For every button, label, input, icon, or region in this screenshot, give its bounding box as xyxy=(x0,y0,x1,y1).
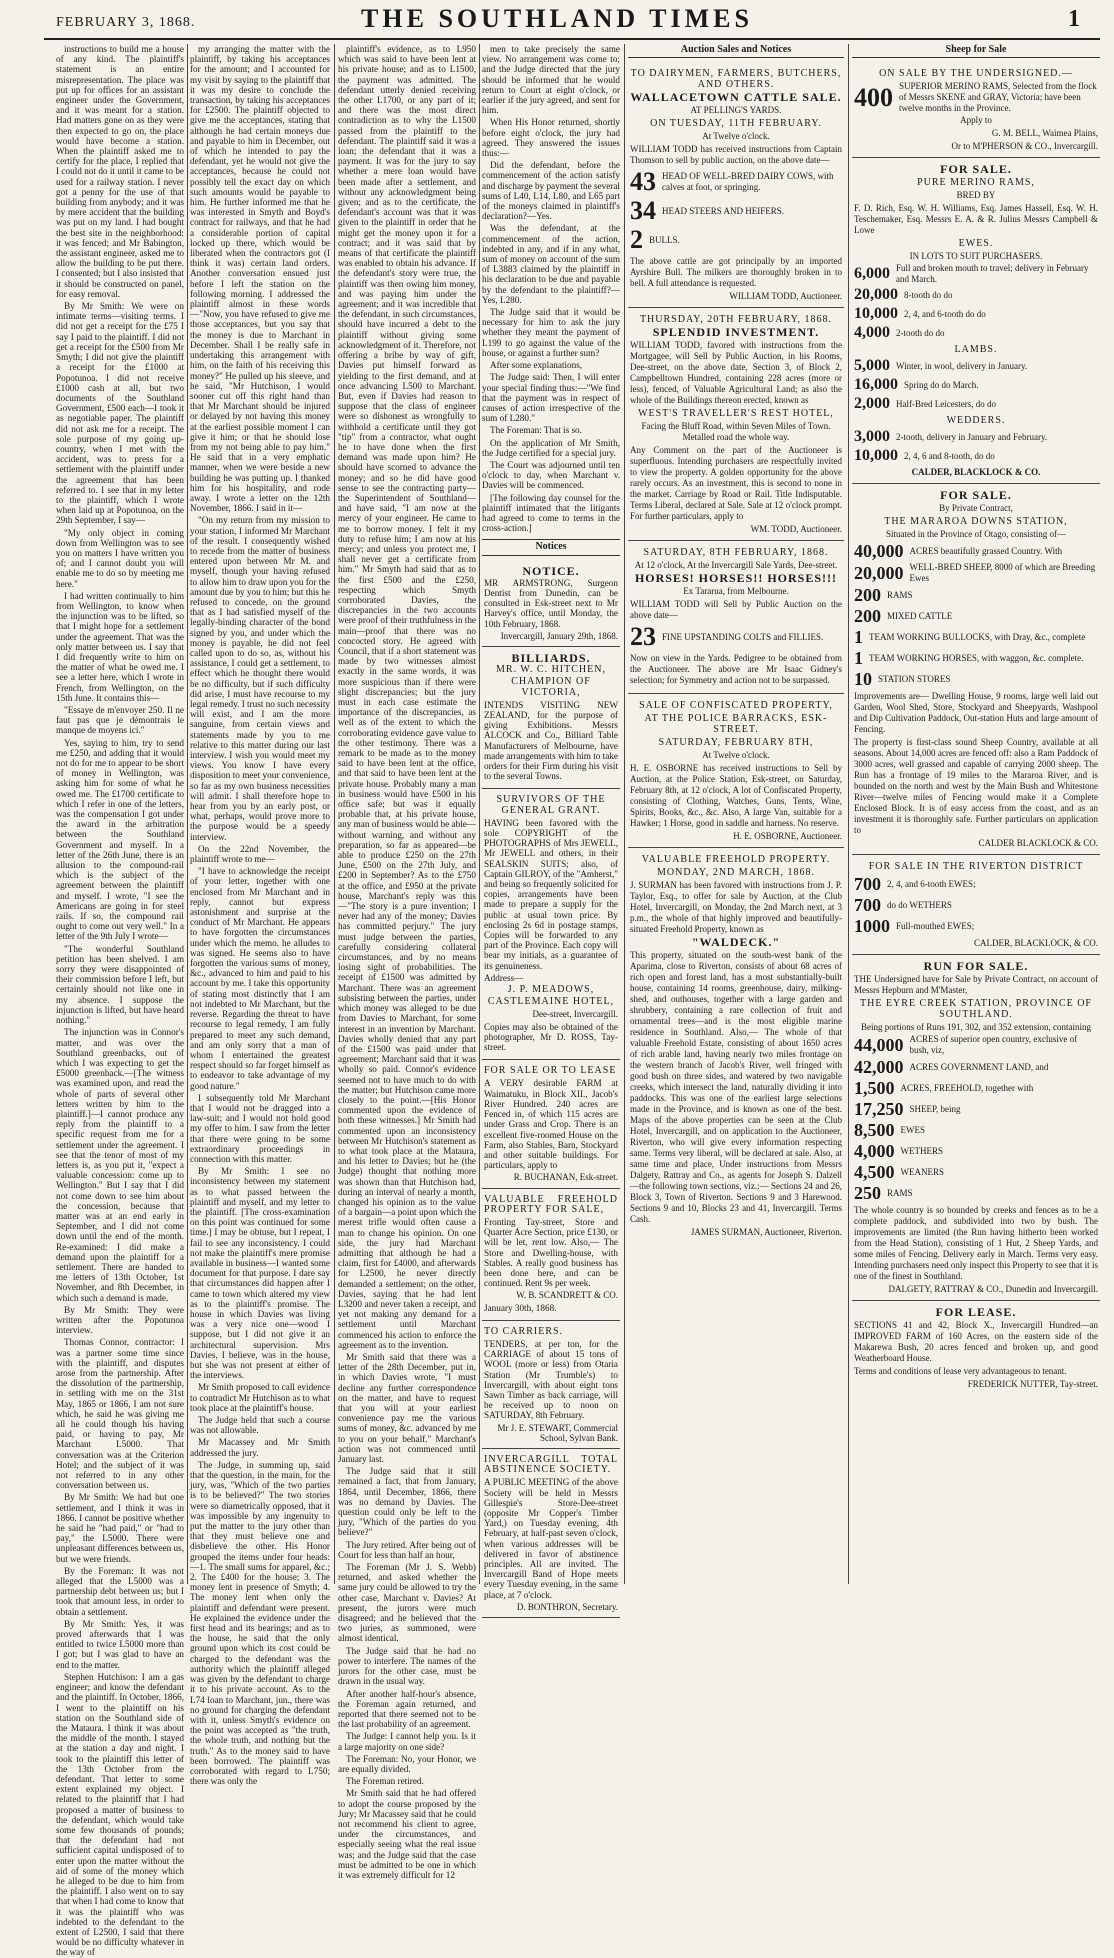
lot-row xyxy=(854,305,1098,323)
ad6-terms: Terms and conditions of lease very advantageous to tenant. xyxy=(854,1366,1067,1376)
cattle-time: At Twelve o'clock. xyxy=(702,131,770,141)
lot-number: 8,500 xyxy=(854,1120,895,1140)
lot-row xyxy=(854,916,1098,936)
report-paragraph: I had written continually to him from Wellington, to know when the injunction was to be lifted, so that I might hope for a settlement under the agreement. That was the only matter between us. I say that I did frequently write to him on the matter of what he owed me. I see a letter here, which I wrote in French, from Wellington, on the 15th June. It contains this— xyxy=(56,590,184,703)
lot-text: RAMS xyxy=(887,1187,913,1198)
cattle-date: ON TUESDAY, 11TH FEBRUARY. xyxy=(650,118,822,129)
lot-number: 5,000 xyxy=(854,357,890,374)
ad6-body: SECTIONS 41 and 42, Block X., Invercargill Hundred—an IMPROVED FARM of 160 Acres, on the eastern side of the Makarewa Bush, 20 acres fenced and broken up, and good Weatherboard House. xyxy=(854,1320,1098,1363)
report-paragraph: my arranging the matter with the plaintiff, by taking his acceptances for the amount; and I accounted for my visit by saying to the plaintiff that it was my desire to conclude the transaction, by taking his acceptances for £2500. The plaintiff objected to give me the acceptances, stating that although he had certain moneys due and payable to him in December, out of which he intended to pay the defendant, yet he would not give the acceptances, because he could not possibly tell the exact day on which such amounts would be payable to him. He further informed me that he was interested in Smyth and Boyd's contract for railways, and that he had a considerable portion of capital locked up there, which would be liberated when the contractors got (I think it was) certain land orders. Another conversation ensued just before I left the station on the following morning. I addressed the plaintiff almost in these words—"Now, you have refused to give me those acceptances, but you say that the money is due to Marchant in December. Shall I be really safe in undertaking this arrangement with him, on the faith of his receiving this money?" He pulled up his sleeve, and he said, "Mr Hutchison, I would sooner cut off this right hand than that Mr Marchant should be injured or delayed by not having this money at the earliest possible moment I can give it him; or that he should lose from my not being able to pay him." He said that in a very emphatic manner, when we were beside a new building he was putting up. I thanked him for his hospitality, and rode away. I wrote a letter on the 12th November, 1866. I said in it— xyxy=(190,44,330,514)
lot-text: Full-mouthed EWES; xyxy=(896,920,975,931)
cattle-title: WALLACETOWN CATTLE SALE. xyxy=(630,90,842,104)
lot-row xyxy=(854,585,1098,605)
cattle-note: The above cattle are got principally by an imported Ayrshire Bull. The milkers are thoroughly broken in to bell. A full attendance is requested. xyxy=(630,256,842,288)
lot-number: 1,500 xyxy=(854,1078,895,1098)
report-paragraph: By Mr Smith: We had but one settlement, and I think it was in 1866. I cannot be positive whether he said he "had paid," or "had to pay," the L5000. There were unpleasant differences between us, but we were friends. xyxy=(56,1492,184,1564)
court-report-column-2 xyxy=(190,44,330,1787)
column-rule xyxy=(848,44,849,1584)
lot-row xyxy=(854,395,1098,413)
lot-number: 200 xyxy=(854,585,881,605)
lot-number: 20,000 xyxy=(854,286,898,303)
column-rule xyxy=(187,44,188,1584)
eyre-creek-ad xyxy=(852,955,1100,1301)
report-paragraph: The Foreman retired. xyxy=(346,1776,424,1787)
lot-text: RAMS xyxy=(887,589,913,600)
ad1-apply: Apply to xyxy=(960,115,992,125)
report-paragraph: The Foreman: No, your Honor, we are equally divided. xyxy=(338,1753,476,1774)
report-paragraph: When His Honor returned, shortly before eight o'clock, the jury had agreed. They answered the issues thus:— xyxy=(482,117,620,159)
lot-row xyxy=(854,1078,1098,1098)
report-paragraph: Mr Smith proposed to call evidence to contradict Mr Hutchison as to what took place at the plaintiff's house. xyxy=(190,1382,330,1413)
report-paragraph: instructions to build me a house of any kind. The plaintiff's statement is an entire misrepresentation. The place was put up for offices for an assistant engineer under the Government, and it was meant for a station. Had matters gone on as they were then expected to go on, the place would have become a station. When the plaintiff asked me to certify for the place, I replied that I could not do it until it came to be used for a railway station. I never got a penny for the use of that building from anybody; and it was by mere accident that the building was put on my land. I had bought the best site in the neighborhood: it was fenced; and Mr Babington, the assistant engineer, asked me to allow the building to be put there. I consented; but I also insisted that it should be constructed on panel, for easy removal. xyxy=(56,44,184,299)
lot-text: TEAM WORKING HORSES, with waggon, &c. complete. xyxy=(869,652,1084,663)
lot-row xyxy=(854,874,1098,894)
ad6-title: FOR LEASE. xyxy=(935,1305,1017,1319)
dentist-notice xyxy=(482,560,620,647)
column-rule xyxy=(334,44,335,1584)
lot-number: 3,000 xyxy=(854,428,890,445)
report-paragraph: "I have to acknowledge the receipt of your letter, together with one enclosed from Mr Marchant and in reply, cannot but express astonishment and surprise at the conduct of Mr Marchant. He appears to have forgotten the circumstances under which the memo. he alludes to was signed. He seems also to have forgotten the various sums of money, &c., advanced to him and paid to his account by me. I take this opportunity of stating most distinctly that I am not indebted to Mr Marchant, but the reverse. Regarding the threat to have recourse to legal remedy, I am fully prepared to meet any such demand, and am only sorry that a man of whom I entertained the greatest respect should so far forget himself as to endeavor to take advantage of my good nature." xyxy=(190,866,330,1091)
lot-number: 4,000 xyxy=(854,1141,895,1161)
lot-row xyxy=(854,1057,1098,1077)
confiscated-time: At Twelve o'clock. xyxy=(702,750,770,760)
auctions-header: Auction Sales and Notices xyxy=(628,44,844,58)
ad1-signature-1: G. M. BELL, Waimea Plains, xyxy=(991,128,1098,138)
lot-number: 6,000 xyxy=(854,265,890,282)
freehold-title: VALUABLE FREEHOLD PROPERTY FOR SALE, xyxy=(484,1193,618,1215)
lot-number: 2 xyxy=(630,225,643,254)
survivors-title: SURVIVORS OF THE GENERAL GRANT. xyxy=(496,794,606,816)
report-paragraph: After another half-hour's absence, the Foreman again returned, and reported that there seemed not to be the last probability of an agreement. xyxy=(338,1688,476,1730)
farm-body: A VERY desirable FARM at Waimatuku, in Block XII., Jacob's River Hundred. 240 acres are Fenced in, of which 115 acres are under Grass and Crop. There is an excellent five-roomed House on the Farm, also Stables, Barn, Stockyard and other suitable buildings. For particulars, apply to xyxy=(484,1078,618,1171)
abstinence-body: A PUBLIC MEETING of the above Society will be held in Messrs Gillespie's Store-Dee-street (opposite Mr Copper's Timber Yard,) on Tuesday evening, 4th February, at half-past seven o'clock, when various addresses will be delivered in favor of abstinence principles. All are invited. The Invercargill Band of Hope meets every Tuesday evening, in the same place, at 7 o'clock. xyxy=(484,1477,618,1600)
confiscated-place: AT THE POLICE BARRACKS, ESK-STREET. xyxy=(644,713,828,735)
report-paragraph: The injunction was in Connor's matter, and was over the Southland greenbacks, out of which I was expecting to get the £5000 greenback.—[The witness was examined upon, and read the whole of parts of several other letters written by him to the plaintiff.]—I cannot produce any reply from the plaintiff to a specific request from me for a settlement under the agreement. I see that the tenor of most of my letters is, as you put it, "expect a valuable concession: come up to Wellington." But I say that I did not come down to see him about the concession, because that matter was at an end early in September, and I did not come down until the end of the month. Re-examined: I did make a demand upon the plaintiff for a settlement. There are handed to me letters of 13th October, 1st November, and 8th December, in which such a demand is made. xyxy=(56,1027,184,1303)
ad3-title: FOR SALE. xyxy=(940,488,1012,502)
lot-number: 34 xyxy=(630,196,656,225)
horses-note: Now on view in the Yards. Pedigree to be obtained from the Auctioneer. The above are Mr Isaac Gidney's selection; for Symmetry and action not to be surpassed. xyxy=(630,653,842,685)
report-paragraph: Stephen Hutchison: I am a gas engineer; and know the defendant and the plaintiff. In October, 1866, I went to the plaintiff on his station on the Southland side of the Mataura. I think it was about the middle of the month. I stayed at the station a day and night. I took to the plaintiff this letter of the 13th October from the defendant. That letter to some extent explained my object. I related to the plaintiff that I had proposed a matter of business to the defendant, which would take some few thousands of pounds; that the defendant had not sufficient capital undisposed of to enter upon the matter without the aid of some of the money which he alleged to be due to him from the plaintiff. I also went on to say that when I had come to know that it was the plaintiff who was indebted to the defendant to the extent of L2500, I said that there would be no difficulty whatever in the way of xyxy=(56,1671,184,1958)
meadows-address: Dee-street, Invercargill. xyxy=(532,1009,618,1020)
masthead-rule xyxy=(44,38,1100,40)
ad4-title: FOR SALE IN THE RIVERTON DISTRICT xyxy=(868,861,1084,872)
report-paragraph: "The wonderful Southland petition has been shelved. I am sorry they were disappointed of their commission before I left, but certainly should not like one in my absence. I suppose the injunction is lifted, but have heard nothing." xyxy=(56,943,184,1026)
farm-ad xyxy=(482,1060,620,1188)
ad3-improvements: Improvements are— Dwelling House, 9 rooms, large well laid out Garden, Wool Shed, Store, Stockyard and Sheepyards, Washpool and Dip Cultivation Paddock, Out-station Huts and large amount of Fencing. xyxy=(854,691,1098,734)
lambs-title: LAMBS. xyxy=(954,344,998,355)
report-paragraph: The Judge said that it still remained a fact, that from January, 1864, until December, 1866, there was no demand by Davies. The question could only be left to the jury, "Which of the parties do you believe?" xyxy=(338,1466,476,1538)
horses-title: HORSES! HORSES!! HORSES!!! xyxy=(634,571,838,585)
lot-number: 2,000 xyxy=(854,395,890,412)
lot-text: Full and broken mouth to travel; delivery in February and March. xyxy=(896,263,1089,284)
lot-text: TEAM WORKING BULLOCKS, with Dray, &c., complete xyxy=(869,631,1086,642)
ewes-title: EWES. xyxy=(958,238,994,249)
report-paragraph: The Foreman: That is so. xyxy=(490,425,582,436)
riverton-sale-ad xyxy=(852,855,1100,955)
lot-row xyxy=(854,428,1098,446)
lot-number: 40,000 xyxy=(854,541,904,561)
report-paragraph: Mr Smith said that there was a letter of the 28th December, put in, in which Davies wrote, "I must decline any further correspondence on the matter, and have to request that you will at your earliest convenience pay me the various sums of money, &c. advanced by me to you on your behalf." Marchant's action was not commenced until January last. xyxy=(338,1352,476,1465)
report-paragraph: The Foreman (Mr J. S. Webb) returned, and asked whether the same jury could be allowed to try the other case, Marchant v. Davies? At present, the jurors were much disagreed; and he believed that the two juries, as summoned, were almost identical. xyxy=(338,1562,476,1644)
ad2-title: FOR SALE. xyxy=(940,162,1012,176)
lot-number: 250 xyxy=(854,1183,881,1203)
report-paragraph: On the application of Mr Smith, the Judge certified for a special jury. xyxy=(482,437,620,458)
report-paragraph: men to take precisely the same view. No arrangement was come to; and the Judge directed that the jury should be informed that he would return to Court at eight o'clock, or earlier if the jury agreed, and sent for him. xyxy=(482,44,620,116)
investment-title: SPLENDID INVESTMENT. xyxy=(652,325,820,339)
lot-text: WETHERS xyxy=(900,1145,943,1156)
ad6-signature: FREDERICK NUTTER, Tay-street. xyxy=(967,1379,1098,1389)
report-paragraph: The Judge said that he had no power to interfere. The names of the jurors for the other case, must be drawn in the usual way. xyxy=(338,1645,476,1687)
report-paragraph: plaintiff's evidence, as to L950 which was said to have been lent at his private house; and as to L1500, the payment was admitted. The defendant utterly denied receiving the other L1700, or any part of it; and there was the most direct contradiction as to why the L1500 passed from the plaintiff to the defendant. The plaintiff said it was a loan; the defendant that it was a payment. It was for the jury to say whether a mere loan would have been made after a settlement, and without any acknowledgment being given; and as to the certificate, the defendant's account was that it was given to the plaintiff in order that he might get the money upon it for a contract; and it was said that by means of that certificate the plaintiff was enabled to obtain his advance. If the defendant's story were true, the plaintiff was then owing him money, and was paying him under the agreement; and it was incredible that the defendant, in such circumstances, should have incurred a debt to the plaintiff without giving some acknowledgment of it. Therefore, not offering a bribe by way of gift, Davies put himself forward as yielding to the first demand, and at once advancing L500 to Marchant. But, even if Davies had reason to suppose that the class of engineer were so dishonest as wrongfully to withhold a certificate until they got "tip" from a contractor, what ought he to have done when the first demand was made upon him? He should have scorned to advance the money; and so he did have good sense to see the contracting party—the Superintendent of Southland—and have said, "I am now at the mercy of your engineer. He came to me to borrow money. I felt it my duty to refuse him; I am now at his mercy; and unless you protect me, I shall never get a certificate from him." Mr Smyth had said that as to the first £500 and the £250, respecting which Smyth corroborated Davies, the discrepancies in the two accounts were proof of their truthfulness in the main—proof that there was no concocted story. He agreed with Council, that if a short statement was made by two witnesses almost exactly in the same words, it was more suspicious than if there were slight discrepancies; but the jury must in each case estimate the importance of the discrepancies, as well as of the extent to which the corroborating evidence gave value to the other testimony. There was a remark to be made as to the money said to have been lent at the office, and that said to have been lent at the private house. Probably many a man in business would have £500 in his office safe; but was it equally probable that, at his private house, any man of business would be able—without warning, and without any preparation, so far as appeared—be able to produce £250 on the 27th June, £500 on the 27th July, and £200 in September? As to the £750 at the office, and £950 at the private house, Marchant's reply was this—"The story is a pure invention; I never had any of the money; Davies has committed perjury." The jury must judge between the parties, carefully considering collateral circumstances, and by no means losing sight of probabilities. The receipt of £1500 was admitted by Marchant. There was an agreement subsisting between the parties, under which money was alleged to be due from Davies to Marchant, for some interest in an invention by Marchant. Davies wholly denied that any part of the £1500 was paid under that agreement; Marchant said that it was wholly so paid. Connor's evidence seemed not to have much to do with the matter; but Hutchison came more closely to the point.—[His Honor commented upon the evidence of both these witnesses.] Mr Smith had commented upon an inconsistency between Mr Hutchison's statement as to what took place at the Mataura, and his letter to Davies; but he (the Judge) thought that nothing more was shown than that Hutchison had, during an interval of nearly a month, changed his opinion as to the value of a bargain—a point upon which the merest trifle would often cause a man to change his opinion. On one side, the jury had Marchant admitting that although he had a claim, first for £4000, and afterwards for L2500, he never directly demanded a settlement; on the other, Davies, saying that he had lent L3200 and never taken a receipt, and yet not making any demand for a settlement until Marchant commenced his action to enforce the agreement as to the invention. xyxy=(338,44,476,1350)
ad2-bred: BRED BY xyxy=(956,190,996,200)
lot-row xyxy=(854,606,1098,626)
column-rule xyxy=(624,44,625,1584)
lot-text: BULLS. xyxy=(649,234,680,245)
lot-row xyxy=(854,1099,1098,1119)
report-paragraph: The Judge, in summing up, said that the question, in the main, for the jury, was, "Which of the two parties is to be believed?" The two stories were so diametrically opposed, that it was impossible by any ingenuity to put the matter to the jury other than that they must believe one and disbelieve the other. His Honor grouped the items under four heads:—1. The small sums for apparel, &c.; 2. The £400 for the house; 3. The money lent in presence of Smyth; 4. The money lent when only the plaintiff and defendant were present. He explained the evidence under the first head and its bearings; and as to the house, he said that the only ground upon which its cost could be charged to the defendant was the authority which the plaintiff alleged was given by the defendant to charge it to his private account. As to the L74 loan to Marchant, jun., there was no ground for charging the defendant with it, unless Smyth's evidence on the point was accepted as "the truth, the whole truth, and nothing but the truth." As to the money said to have been borrowed. The plaintiff was corroborated with regard to L750; there was only the xyxy=(190,1459,330,1787)
report-paragraph: The Judge: I cannot help you. Is it a large majority on one side? xyxy=(338,1731,476,1752)
confiscated-date: SATURDAY, FEBRUARY 8TH, xyxy=(658,737,814,748)
sheep-header: Sheep for Sale xyxy=(852,44,1100,58)
ad4-signature: CALDER, BLACKLOCK, & CO. xyxy=(973,938,1098,948)
horses-time: At 12 o'clock, At the Invercargill Sale Yards, Dee-street. xyxy=(634,560,838,570)
ad3-station: THE MARAROA DOWNS STATION, xyxy=(884,516,1068,527)
lease-ad xyxy=(852,1301,1100,1395)
waldeck-title: VALUABLE FREEHOLD PROPERTY. xyxy=(641,854,831,865)
merino-rams-ad xyxy=(852,62,1100,158)
lot-number: 20,000 xyxy=(854,563,904,583)
newspaper-title: THE SOUTHLAND TIMES xyxy=(361,4,753,33)
waldeck-ad xyxy=(628,848,844,1243)
mararoa-station-ad xyxy=(852,484,1100,855)
lot-text: ACRES beautifully grassed Country. With xyxy=(909,545,1063,556)
confiscated-ad xyxy=(628,694,844,848)
lot-number: 400 xyxy=(854,82,893,112)
lot-row xyxy=(630,168,842,196)
report-paragraph: The Judge held that such a course was not allowable. xyxy=(190,1415,330,1436)
lot-text: Winter, in wool, delivery in January. xyxy=(896,360,1028,371)
lot-text: ACRES GOVERNMENT LAND, and xyxy=(909,1061,1049,1072)
report-paragraph: [The following day counsel for the plaintiff intimated that the litigants had agreed to come to terms in the cross-action.] xyxy=(482,492,620,534)
court-report-column-1 xyxy=(56,44,184,1958)
lot-text: WELL-BRED SHEEP, 8000 of which are Breeding Ewes xyxy=(909,562,1096,583)
notices-header: Notices xyxy=(482,539,620,555)
lot-text: SHEEP, being xyxy=(909,1103,961,1114)
lot-row xyxy=(854,324,1098,342)
horses-ad xyxy=(628,541,844,694)
investment-hotel: WEST'S TRAVELLER'S REST HOTEL, xyxy=(638,408,834,419)
meadows-name: J. P. MEADOWS, xyxy=(507,984,595,996)
carriers-title: TO CARRIERS. xyxy=(484,1325,564,1337)
lot-row xyxy=(854,1162,1098,1182)
ad5-note: The whole country is so bounded by creeks and fences as to be a complete paddock, and subdivided into two by bush. The improvements are limited (the Run having hitherto been worked from the Head Station), consisting of 1 Hut, 2 Sheep Yards, and some miles of Fencing. Delivery early in March. Terms very easy. Intending purchasers need only inspect this Property to see that it is one of the finest in Southland. xyxy=(854,1205,1098,1281)
lot-row xyxy=(854,648,1098,668)
report-and-notices-column xyxy=(482,44,620,1612)
ad5-body: THE Undersigned have for Sale by Private Contract, on account of Messrs Hepburn and M'Master, xyxy=(854,974,1098,995)
ad3-subtitle: By Private Contract, xyxy=(939,503,1013,513)
lot-number: 200 xyxy=(854,606,881,626)
waldeck-signature: JAMES SURMAN, Auctioneer, Riverton. xyxy=(690,1227,842,1237)
meadows-note: Copies may also be obtained of the photographer, Mr D. ROSS, Tay-street. xyxy=(484,1021,618,1053)
abstinence-title: INVERCARGILL TOTAL ABSTINENCE SOCIETY. xyxy=(484,1453,618,1476)
meadows-hotel: CASTLEMAINE HOTEL, xyxy=(487,996,615,1008)
report-paragraph: The Judge said: Then, I will enter your special finding thus:—"We find that the payment was in respect of causes of action irrespective of the sum of L280." xyxy=(482,372,620,424)
lot-text: FINE UPSTANDING COLTS and FILLIES. xyxy=(662,631,824,642)
lot-text: SUPERIOR MERINO RAMS, Selected from the flock of Messrs SKENE and GRAY, Victoria; have been twelve months in the Province. xyxy=(899,81,1097,113)
ad1-title: ON SALE BY THE UNDERSIGNED.— xyxy=(879,68,1073,79)
lot-text: 2, 4, 6 and 8-tooth, do do xyxy=(904,450,995,461)
report-paragraph: Yes, saying to him, try to send me £250, and adding that it would not do for me to appear to be short of money in Wellington, was asking him for some of what he owed me. The £1700 certificate to which I refer in one of the letters, was the compensation I got under the award in the arbitration between the Southland Government and myself. In a letter of the 26th June, there is an allusion to the compound-rail which is the subject of the agreement between the plaintiff and myself. I wrote, "I see the Americans are going in for steel rails. If so, the compound rail ought to come out very well." In a letter of the 9th July I wrote— xyxy=(56,737,184,942)
lot-row xyxy=(854,81,1098,114)
cattle-body: WILLIAM TODD has received instructions from Captain Thomson to sell by public auction, on the above date— xyxy=(630,144,842,165)
report-paragraph: By Mr Smith: We were on intimate terms—visiting terms. I did not get a receipt for the £75 I say I paid to the plaintiff. I did not get a receipt for the £500 from Mr Smyth; I did not give the plaintiff a receipt for the £1000 at Popotunoa. I did not receive £1000 cash at all, but two documents of the Southland Government, £500 each—I took it as negotiable paper. The plaintiff did not ask me for a receipt. The sole purpose of my going up-country, when I met with the accident, was to press for a settlement with the plaintiff under the agreement that has been referred to. I see that in my letter to the plaintiff, which I wrote when laid up at Popotunoa, on the 29th September, I say— xyxy=(56,301,184,526)
lot-number: 10 xyxy=(854,669,872,689)
lot-number: 4,000 xyxy=(854,324,890,341)
lot-text: HEAD STEERS AND HEIFERS. xyxy=(662,205,785,216)
ad2-signature: CALDER, BLACKLOCK & CO. xyxy=(911,467,1041,477)
report-paragraph: The Judge said that it would be necessary for him to ask the jury whether they meant the payment of L199 to go against the value of the house, or against a further sum? xyxy=(482,307,620,358)
ewes-subtitle: IN LOTS TO SUIT PURCHASERS. xyxy=(909,251,1043,261)
lot-text: WEANERS xyxy=(900,1166,944,1177)
report-paragraph: Was the defendant, at the commencement of the action, indebted in any, and if in any what, sum of money on account of the sum of L3883 claimed by the plaintiff in his declaration to be due and payable by the defendant to the plaintiff?—Yes, L280. xyxy=(482,223,620,305)
lot-text: Spring do do March. xyxy=(904,379,979,390)
investment-note: Any Comment on the part of the Auctioneer is superfluous. Intending purchasers are respectfully invited to view the property. A golden opportunity for the above rarely occurs. As an investment, this is second to none in the market. Carriage by Road or Rail. Title Indisputable. Terms Liberal, declared at Sale. Sale at 12 o'clock prompt. For further particulars, apply to xyxy=(630,445,842,521)
report-paragraph: Mr Macassey and Mr Smith addressed the jury. xyxy=(190,1437,330,1458)
lot-row xyxy=(854,541,1098,561)
lot-row xyxy=(854,447,1098,465)
lot-number: 1000 xyxy=(854,916,890,936)
lot-text: 8-tooth do do xyxy=(904,289,953,300)
lot-number: 10,000 xyxy=(854,305,898,322)
lot-row xyxy=(630,226,842,254)
carriers-ad xyxy=(482,1321,620,1449)
report-paragraph: The Jury retired. After being out of Court for less than half an hour, xyxy=(338,1539,476,1560)
report-paragraph: By Mr Smith: They were written after the Popotunoa interview. xyxy=(56,1304,184,1336)
billiards-ad xyxy=(482,647,620,789)
cattle-place: AT PELLING'S YARDS. xyxy=(690,105,782,115)
lot-row xyxy=(854,1034,1098,1056)
report-paragraph: By the Foreman: It was not alleged that the L5000 was a partnership debt between us; but I took that amount less, in order to obtain a settlement. xyxy=(56,1565,184,1617)
investment-date: THURSDAY, 20TH FEBRUARY, 1868. xyxy=(639,314,833,325)
lot-number: 1 xyxy=(854,648,863,668)
report-paragraph: By Mr Smith: I see no inconsistency between my statement as to what passed between the plaintiff and myself, and my letter to the plaintiff. [The cross-examination on this point was continued for some time.] I may be obtuse, but I repeat, I fail to see any inconsistency. I could not make the plaintiff's mere promise available in business—I wanted some document for that purpose. I dare say that circumstances did happen after I came to town which altered my view as to the plaintiff's promise. The house in which Davies was living was a very nice one—wood I suppose, but I did not give it an architectural supervision. Mrs Davies, I believe, was in the house, but she was not present at either of the interviews. xyxy=(190,1166,330,1381)
lot-row xyxy=(854,895,1098,915)
lot-row xyxy=(854,1141,1098,1161)
report-paragraph: Did the defendant, before the commencement of the action satisfy and discharge by payment the several sums of L40, L14, L80, and L65 part of the moneys claimed in plaintiff's declaration?—Yes. xyxy=(482,160,620,222)
ad5-runs: Being portions of Runs 191, 302, and 352 extension, containing xyxy=(861,1022,1091,1032)
masthead xyxy=(0,0,1114,40)
investment-signature: WM. TODD, Auctioneer. xyxy=(750,524,842,534)
lot-row xyxy=(854,1183,1098,1203)
lot-text: 2-tooth, delivery in January and February. xyxy=(896,431,1048,442)
lot-text: MIXED CATTLE xyxy=(887,610,953,621)
lot-row xyxy=(630,197,842,225)
lot-number: 17,250 xyxy=(854,1099,904,1119)
ad3-situated: Situated in the Province of Otago, consisting of— xyxy=(886,529,1066,539)
investment-ad xyxy=(628,308,844,541)
auction-sales-column xyxy=(628,44,844,1584)
lot-number: 10,000 xyxy=(854,447,898,464)
hitchen-title: MR. W. C. HITCHEN, xyxy=(496,664,606,676)
report-paragraph: By Mr Smith: Yes, it was proved afterwards that I was entitled to twice L5000 more than I got; but I was glad to have an end to the matter. xyxy=(56,1618,184,1670)
dairymen-title: TO DAIRYMEN, FARMERS, BUTCHERS, AND OTHERS. xyxy=(630,68,842,90)
sheep-for-sale-column xyxy=(852,44,1100,1584)
hitchen-body: INTENDS VISITING NEW ZEALAND, for the purpose of giving Exhibitions. Messrs ALCOCK and Co., Billiard Table Manufacturers of Melbourne, have made arrangements with him to take orders for their Firm during his visit to the several Towns. xyxy=(484,699,618,782)
pure-merino-ad xyxy=(852,158,1100,484)
cattle-sale-ad xyxy=(628,62,844,308)
waldeck-description: This property, situated on the south-west bank of the Aparima, close to Riverton, consists of about 68 acres of rich open and forest land, has a most substantially-built house, containing 14 rooms, greenhouse, dairy, milking-shed, and outhouses, together with a large garden and shrubbery, containing a rare collection of fruit and ornamental trees—and is the most eligible marine residence in Southland. Also,— The whole of that valuable Freehold Estate, consisting of about 1650 acres of rich arable land, having nearly two miles frontage on the western branch of Jacob's River, well fringed with good bush on three sides, and watered by two navigable creeks, which intersect the land, naturally dividing it into paddocks. This was one of the earliest large selections made in the Province, and is known as one of the best. Maps of the above properties can be seen at the Club Hotel, Invercargill, and on application to the Auctioneer, Riverton, who will give every information respecting same. Terms very liberal, will be declared at sale. Also, at same time and place, Under instructions from Messrs Dalgety, Rattray and Co., as agents for Joseph S. Dalzell—the following town sections, viz.:— Sections 24 and 26, Block 3, Town of Riverton. Sections 9 and 3 Harewood. Sections 9 and 10, Blocks 23 and 41, Invercargill. Terms Cash. xyxy=(630,950,842,1224)
confiscated-signature: H. E. OSBORNE, Auctioneer. xyxy=(733,831,842,841)
freehold-ad xyxy=(482,1189,620,1321)
ad2-breeders: F. D. Rich, Esq. W. H. Williams, Esq. James Hassell, Esq. W. H. Teschemaker, Esq. Messrs E. A. & R. Julius Messrs Campbell & Lowe xyxy=(854,203,1098,235)
freehold-signature: W. B. SCANDRETT & CO. xyxy=(516,1290,618,1301)
lot-number: 44,000 xyxy=(854,1035,904,1055)
carriers-signature: Mr J. E. STEWART, Commercial School, Sylvan Bank. xyxy=(497,1422,618,1443)
lot-row xyxy=(630,623,842,651)
lot-text: STATION STORES xyxy=(878,673,951,684)
horses-date: SATURDAY, 8TH FEBRUARY, 1868. xyxy=(643,547,829,558)
lot-text: EWES xyxy=(900,1124,925,1135)
report-paragraph: Thomas Connor, contractor: I was a partner some time since with the plaintiff, and disputes arose from the partnership. After the dissolution of the partnership, in settling with me on the 31st May, 1865 or 1866, I am not sure which, he said he was giving me all he could though his having paid, or having to pay, Mr Marchant L5000. That conversation was at the Criterion Hotel; and the subject of it was not referred to in any other conversation between us. xyxy=(56,1337,184,1491)
report-paragraph: "Essaye de m'envoyer 250. Il ne faut pas que je démontrais le manque de moyens ici." xyxy=(56,705,184,736)
report-paragraph: "My only object in coming down from Wellington was to see you on matters I have written you of; and I cannot doubt you will enable me to do so by meeting me here." xyxy=(56,527,184,589)
lot-text: 2, 4, and 6-tooth EWES; xyxy=(887,878,976,889)
billiards-title: BILLIARDS. xyxy=(511,650,591,665)
lot-row xyxy=(854,1120,1098,1140)
lot-number: 16,000 xyxy=(854,376,898,393)
report-paragraph: After some explanations, xyxy=(490,360,583,371)
farm-title: FOR SALE OR TO LEASE xyxy=(484,1065,617,1077)
report-paragraph: On the 22nd November, the plaintiff wrote to me— xyxy=(190,843,330,865)
report-paragraph: Mr Smith said that he had offered to adopt the course proposed by the Jury; Mr Macassey said that he could not recommend his client to agree, under the circumstances, and especially seeing what the real issue was; and the Judge said that the case must be admitted to be one in which it was extremely difficult for 12 xyxy=(338,1788,476,1880)
horses-body: WILLIAM TODD will Sell by Public Auction on the above date— xyxy=(630,599,842,620)
ad2-subtitle: PURE MERINO RAMS, xyxy=(917,177,1035,188)
ad1-signature-2: Or to M'PHERSON & CO., Invercargill. xyxy=(951,141,1098,151)
lot-text: HEAD OF WELL-BRED DAIRY COWS, with calves at foot, or springing. xyxy=(662,171,834,192)
investment-hotel-note: Facing the Bluff Road, within Seven Miles of Town. Metalled road the whole way. xyxy=(641,421,831,442)
farm-signature: R. BUCHANAN, Esk-street. xyxy=(513,1172,618,1183)
court-report-column-3 xyxy=(338,44,476,1880)
lot-text: ACRES of superior open country, exclusive of bush, viz, xyxy=(909,1034,1078,1055)
column-rule xyxy=(479,44,480,1584)
horses-from: Ex Tararua, from Melbourne. xyxy=(683,586,789,596)
confiscated-body: H. E. OSBORNE has received instructions to Sell by Auction, at the Police Station, Esk-street, on Saturday, February 8th, at 12 o'clock, A lot of Confiscated Property, consisting of Clothing, Watches, Guns, Tents, Wine, Spirits, Books, &c., &c. Also, A large Van, suitable for a Hawker; 1 Horse, good in saddle and harness. No reserve. xyxy=(630,763,842,828)
confiscated-title: SALE OF CONFISCATED PROPERTY, xyxy=(639,700,833,711)
lot-row xyxy=(854,669,1098,689)
photographs-ad xyxy=(482,789,620,1060)
investment-body: WILLIAM TODD, favored with instructions from the Mortgagee, will Sell by Public Auction, in his Rooms, Dee-street, on the above date, Section 3, of Block 2, Campbelltown Hundred, containing 228 acres (more or less), fenced, of Valuable Agricultural Land; as also the whole of the Buildings thereon erected, known as xyxy=(630,340,842,405)
lot-number: 1 xyxy=(854,627,863,647)
ad3-body: The property is first-class sound Sheep Country, available at all seasons. About 14,000 acres are fenced off: also a Ram Paddock of 3000 acres, well grassed and capable of carrying 2000 sheep. The Run has a frontage of 19 miles to the Mararoa River, and is bounded on the north and west by the Main Bush and Whitestone River—twelve miles of Fencing would make it a Complete Enclosed Block. It is of easy access from the coast, and as an investment it is thoroughly safe. Further particulars on application to xyxy=(854,737,1098,835)
lot-row xyxy=(854,562,1098,584)
ad5-station: THE EYRE CREEK STATION, PROVINCE OF SOUTHLAND. xyxy=(860,998,1092,1020)
notice-body: MR ARMSTRONG, Surgeon Dentist from Dunedin, can be consulted in Esk-street next to Mr Harvey's office, until Monday, the 10th February, 1868. xyxy=(484,577,618,629)
waldeck-name: "WALDECK." xyxy=(691,935,781,949)
carriers-body: TENDERS, at per ton, for the CARRIAGE of about 15 tons of WOOL (more or less) from Otaria Station (Mr Trumble's) to Invercargill, with about eight tons Sawn Timber as back carriage, will be received up to noon on SATURDAY, 8th February. xyxy=(484,1338,618,1421)
report-paragraph: The Court was adjourned until ten o'clock to day, when Marchant v. Davies will be commenced. xyxy=(482,459,620,491)
lot-number: 700 xyxy=(854,895,881,915)
ad3-signature: CALDER BLACKLOCK & CO. xyxy=(978,838,1098,848)
page-marker: 1 xyxy=(1068,6,1080,32)
survivors-body: HAVING been favored with the sole COPYRIGHT of the PHOTOGRAPHS of Mrs JEWELL, Mr JEWELL and others, in their SEALSKIN SUITS; also, of Captain GILROY, of the "Amherst," and being so frequently solicited for copies, arrangements have been made to prepare a supply for the public at usual town price. By enclosing 2s 6d in postage stamps, Copies will be forwarded to any part of the Province. Each copy will bear my initials, as a guarantee of its genuineness. xyxy=(484,817,618,971)
wedders-title: WEDDERS. xyxy=(946,415,1006,426)
lot-row xyxy=(854,263,1098,285)
meadows-label: Address— xyxy=(484,972,524,983)
report-paragraph: I subsequently told Mr Marchant that I would not be dragged into a law-suit; and I would not hold good my offer to him. I saw from the letter that there were going to be some extraordinary proceedings in connection with this matter. xyxy=(190,1092,330,1164)
report-paragraph: "On my return from my mission to your station, I informed Mr Marchant of the result. I consequently wished to recede from the matter of business entered upon between Mr M. and myself, though your having refused to allow him to draw upon you for the amount due by you to him; but this he refused to concede, on the ground that as I had satisfied myself of the legally-binding character of the bond signed by you, and under which the money is payable, he did not feel called upon to do so, as, without his assistance, I could get a settlement, to effect which he thought there would be no difficulty, but if such difficulty did arise, I must have recourse to my legal remedy. I trust no such necessity will exist, and I am the more sanguine, from certain views and statements made by you to me relative to this matter during our last interview. I wish you would meet my views. You know I have every disposition to meet your convenience, so far as my own business necessities will admit. I shall therefore hope to hear from you by an early post, or what, perhaps, would prove more to the purpose would be a speedy interview. xyxy=(190,515,330,842)
lot-number: 43 xyxy=(630,167,656,196)
hitchen-sub: CHAMPION OF VICTORIA, xyxy=(511,676,591,698)
cattle-signature: WILLIAM TODD, Auctioneer. xyxy=(729,291,842,301)
lot-number: 4,500 xyxy=(854,1162,895,1182)
abstinence-signature: D. BONTHRON, Secretary. xyxy=(516,1601,618,1612)
waldeck-date: MONDAY, 2ND MARCH, 1868. xyxy=(657,867,815,878)
freehold-body: Fronting Tay-street, Store and Quarter Acre Section, price £130, or will be let, rent low. Also,— The Store and Dwelling-house, with Stables. A really good business has been done here, and can be continued. Rent 9s per week. xyxy=(484,1216,618,1289)
lot-text: 2, 4, and 6-tooth do do xyxy=(904,308,986,319)
ad5-title: RUN FOR SALE. xyxy=(923,959,1029,973)
notice-title: NOTICE. xyxy=(522,563,580,578)
lot-text: ACRES, FREEHOLD, together with xyxy=(900,1082,1034,1093)
freehold-date: January 30th, 1868. xyxy=(484,1302,557,1313)
lot-text: Half-Bred Leicesters, do do xyxy=(896,398,996,409)
lot-number: 23 xyxy=(630,622,656,651)
lot-row xyxy=(854,627,1098,647)
lot-row xyxy=(854,376,1098,394)
lot-number: 42,000 xyxy=(854,1057,904,1077)
lot-text: do do WETHERS xyxy=(887,899,952,910)
lot-row xyxy=(854,286,1098,304)
lot-row xyxy=(854,357,1098,375)
waldeck-body: J. SURMAN has been favored with instructions from J. P. Taylor, Esq., to offer for sale by Auction, at the Club Hotel, Invercargill, on Monday, the 2nd March next, at 3 p.m., the whole of that highly improved and beautifully-situated Freehold Property, known as xyxy=(630,880,842,934)
lot-number: 700 xyxy=(854,874,881,894)
lot-text: 2-tooth do do xyxy=(896,327,945,338)
abstinence-ad xyxy=(482,1449,620,1618)
ad5-signature: DALGETY, RATTRAY & CO., Dunedin and Invercargill. xyxy=(888,1284,1098,1294)
notice-date: Invercargill, January 29th, 1868. xyxy=(500,630,618,641)
issue-date: FEBRUARY 3, 1868. xyxy=(56,15,196,30)
